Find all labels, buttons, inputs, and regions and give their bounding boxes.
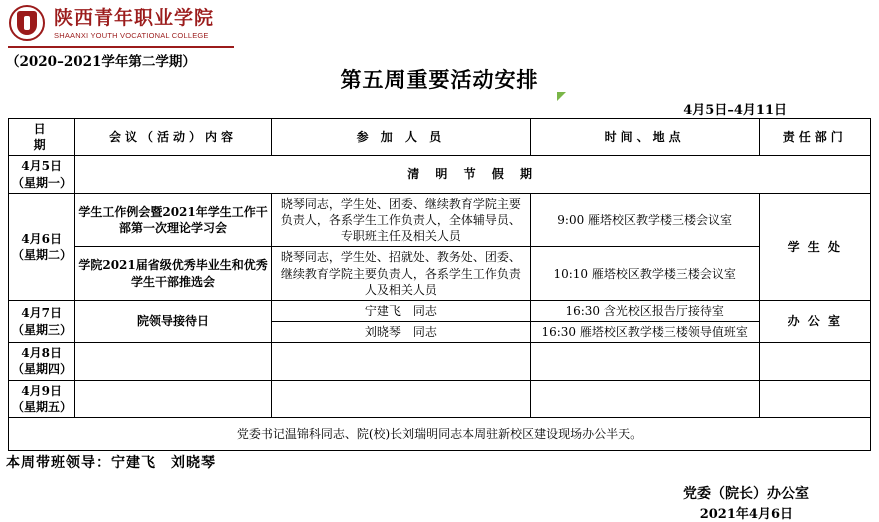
cell-people-3: 宁建飞 同志 (271, 300, 530, 321)
table-row (9, 156, 871, 193)
cell-footer-note: 党委书记温锦科同志、院(校)长刘瑞明同志本周驻新校区建设现场办公半天。 (9, 418, 871, 451)
cell-date-0407: 4月7日 （星期三） (9, 300, 75, 342)
cell-holiday: 清 明 节 假 期 (75, 156, 871, 193)
cell-people-1: 晓琴同志，学生处、团委、继续教育学院主要负责人，各系学生工作负责人，全体辅导员、专职班主任及相关人员 (271, 193, 530, 247)
cell-dept-5 (759, 343, 870, 380)
logo-divider (8, 46, 234, 48)
cell-dept-1: 学 生 处 (759, 193, 870, 300)
table-row (9, 418, 871, 451)
cell-date-0405: 4月5日 （星期一） (9, 156, 75, 193)
cell-people-5 (271, 343, 530, 380)
cell-date-0409: 4月9日 （星期五） (9, 380, 75, 417)
date-range-label: 4月5日–4月11日 (683, 103, 787, 118)
table-row (9, 193, 871, 247)
cell-content-6 (75, 380, 272, 417)
cell-time-4: 16:30 雁塔校区教学楼三楼领导值班室 (530, 322, 759, 343)
issuing-office-label: 党委（院长）办公室 (683, 486, 809, 502)
page-title: 第五周重要活动安排 (340, 67, 539, 92)
issue-date-label: 2021年4月6日 (699, 507, 793, 522)
schedule-table (8, 118, 871, 451)
cell-people-4: 刘晓琴 同志 (271, 322, 530, 343)
cell-time-6 (530, 380, 759, 417)
header-dept: 责任部门 (759, 119, 870, 156)
college-logo (8, 4, 248, 44)
table-header-row (9, 119, 871, 156)
cell-content-2: 学院2021届省级优秀毕业生和优秀学生干部推选会 (75, 247, 272, 301)
cell-people-2: 晓琴同志，学生处、招就处、教务处、团委、继续教育学院主要负责人，各系学生工作负责人及相关人员 (271, 247, 530, 301)
table-row (9, 343, 871, 380)
cell-people-6 (271, 380, 530, 417)
cell-dept-6 (759, 380, 870, 417)
cell-content-5 (75, 343, 272, 380)
header-content: 会议（活动）内容 (75, 119, 272, 156)
table-row (9, 247, 871, 301)
header-time: 时间、地点 (530, 119, 759, 156)
header-people: 参 加 人 员 (271, 119, 530, 156)
cell-time-3: 16:30 含光校区报告厅接待室 (530, 300, 759, 321)
college-name-en: SHAANXI YOUTH VOCATIONAL COLLEGE (54, 30, 209, 40)
table-row (9, 380, 871, 417)
header-date: 日 期 (9, 119, 75, 156)
cell-time-1: 9:00 雁塔校区教学楼三楼会议室 (530, 193, 759, 247)
cell-time-5 (530, 343, 759, 380)
duty-leaders-label: 本周带班领导：宁建飞 刘晓琴 (6, 455, 216, 471)
college-name-block (54, 6, 215, 40)
semester-label: （2020–2021学年第二学期） (6, 54, 196, 70)
cell-date-0406: 4月6日 （星期二） (9, 193, 75, 300)
cell-date-0408: 4月8日 （星期四） (9, 343, 75, 380)
college-emblem-icon (8, 4, 48, 44)
table-row (9, 300, 871, 321)
cell-content-3: 院领导接待日 (75, 300, 272, 342)
college-name-cn: 陕西青年职业学院 (54, 6, 215, 29)
cell-dept-3: 办 公 室 (759, 300, 870, 342)
cell-time-2: 10:10 雁塔校区教学楼三楼会议室 (530, 247, 759, 301)
cell-content-1: 学生工作例会暨2021年学生工作干部第一次理论学习会 (75, 193, 272, 247)
